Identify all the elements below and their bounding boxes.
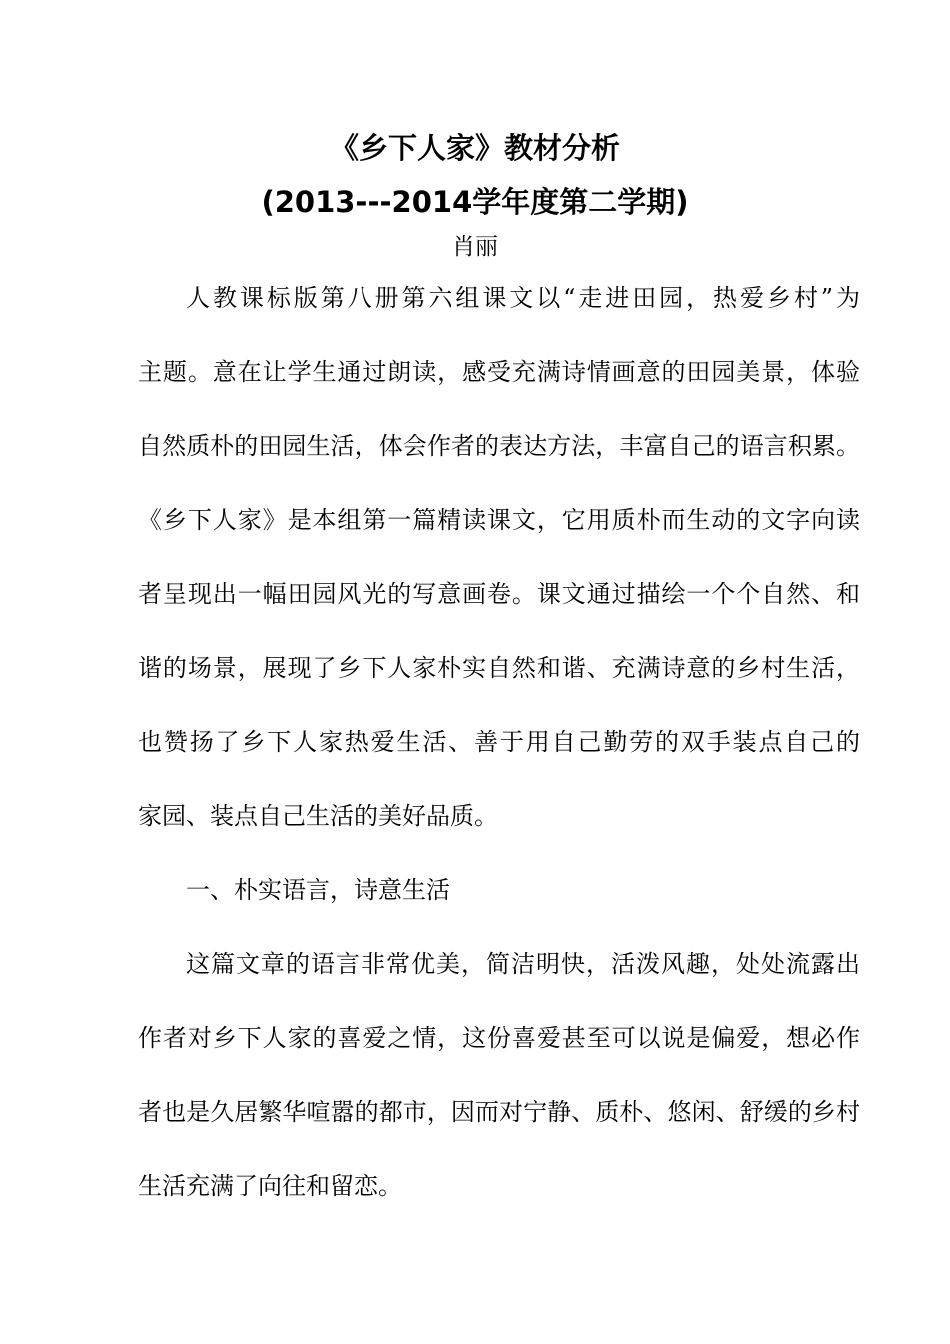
paragraph-line: 家园、装点自己生活的美好品质。 <box>138 802 498 830</box>
section-heading: 一、朴实语言，诗意生活 <box>186 876 450 904</box>
paragraph-line: 生活充满了向往和留恋。 <box>138 1172 402 1200</box>
paragraph-line: 人教课标版第八册第六组课文以“走进田园，热爱乡村”为 <box>186 284 860 312</box>
paragraph-line: 者也是久居繁华喧嚣的都市，因而对宁静、质朴、悠闲、舒缓的乡村 <box>138 1098 860 1126</box>
document-title: 《乡下人家》教材分析 <box>329 131 620 165</box>
paragraph-line: 主题。意在让学生通过朗读，感受充满诗情画意的田园美景，体验 <box>138 358 860 386</box>
paragraph-line: 《乡下人家》是本组第一篇精读课文，它用质朴而生动的文字向读 <box>138 506 860 534</box>
paragraph-line: 者呈现出一幅田园风光的写意画卷。课文通过描绘一个个自然、和 <box>138 580 860 608</box>
paragraph-line: 也赞扬了乡下人家热爱生活、善于用自己勤劳的双手装点自己的 <box>138 728 860 756</box>
paragraph-line: 作者对乡下人家的喜爱之情，这份喜爱甚至可以说是偏爱，想必作 <box>138 1024 860 1052</box>
document-author: 肖丽 <box>452 234 498 260</box>
paragraph-line: 自然质朴的田园生活，体会作者的表达方法，丰富自己的语言积累。 <box>138 432 860 460</box>
document-subtitle: (2013---2014学年度第二学期) <box>261 185 689 219</box>
paragraph-line: 谐的场景，展现了乡下人家朴实自然和谐、充满诗意的乡村生活， <box>138 654 860 682</box>
document-body <box>138 282 860 1244</box>
paragraph-line: 这篇文章的语言非常优美，简洁明快，活泼风趣，处处流露出 <box>186 950 860 978</box>
